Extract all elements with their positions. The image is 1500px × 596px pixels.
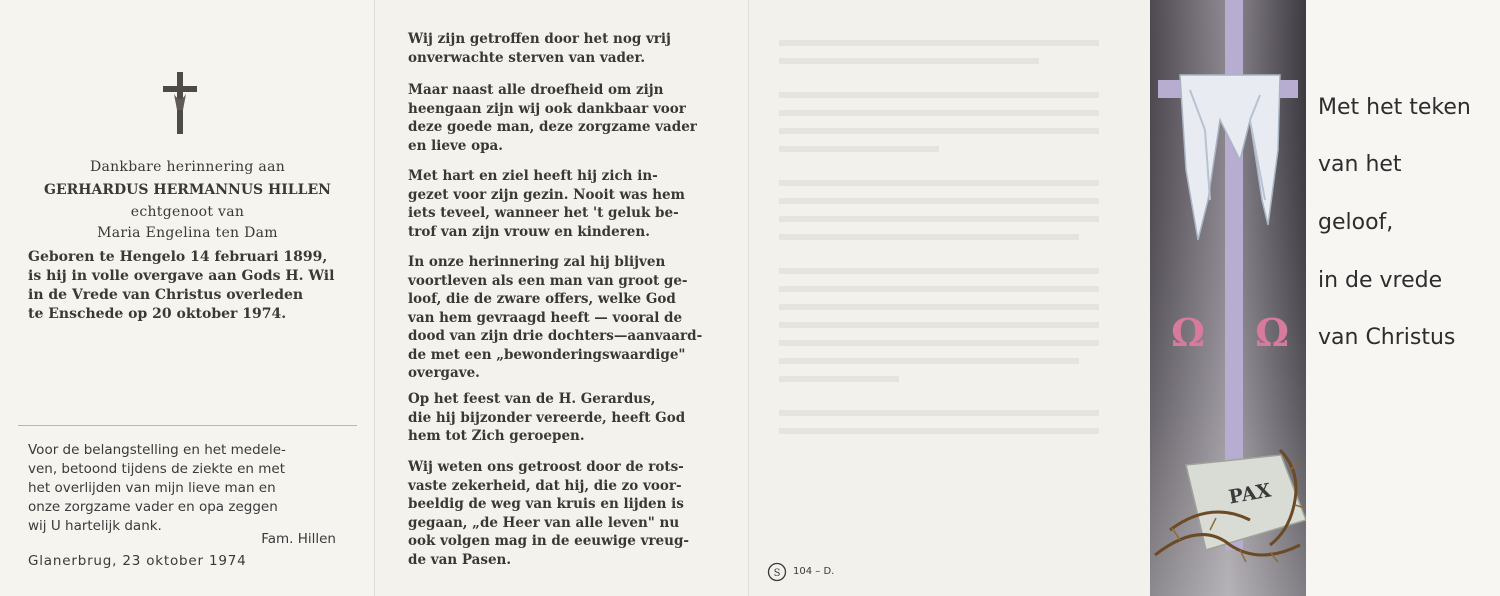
birth-line: Geboren te Hengelo 14 februari 1899,	[28, 249, 328, 265]
birth-line: is hij in volle overgave aan Gods H. Wil	[28, 268, 335, 284]
paragraph-line: loof, die de zware offers, welke God	[408, 291, 676, 307]
paragraph	[408, 458, 718, 569]
verse-line: van Christus	[1318, 325, 1456, 350]
verse-line: geloof,	[1318, 210, 1394, 235]
svg-text:S: S	[773, 568, 781, 579]
thanks-line: wij U hartelijk dank.	[28, 518, 162, 534]
omega-symbol: Ω	[1255, 310, 1289, 355]
paragraph-line: van hem gevraagd heeft — vooral de	[408, 309, 683, 326]
paragraph-line: Met hart en ziel heeft hij zich in-	[408, 168, 658, 184]
omega-symbol: Ω	[1171, 310, 1205, 355]
thanks-text	[28, 441, 338, 536]
paragraph-line: onverwachte sterven van vader.	[408, 49, 646, 66]
paragraph-line: en lieve opa.	[408, 137, 503, 154]
paragraph	[408, 390, 718, 446]
paragraph-line: trof van zijn vrouw en kinderen.	[408, 223, 650, 240]
verse-line: Met het teken	[1318, 95, 1471, 120]
paragraph	[408, 253, 718, 383]
paragraph	[408, 167, 718, 241]
paragraph-line: gegaan, „de Heer van alle leven" nu	[408, 514, 680, 531]
paragraph-line: deze goede man, deze zorgzame vader	[408, 119, 697, 135]
paragraph-line: heengaan zijn wij ook dankbaar voor	[408, 100, 686, 117]
thanks-line: onze zorgzame vader en opa zeggen	[28, 499, 278, 515]
paragraph-line: de van Pasen.	[408, 551, 512, 568]
family-signature: Fam. Hillen	[261, 531, 336, 547]
paragraph-line: vaste zekerheid, dat hij, die zo voor-	[408, 477, 682, 494]
paragraph-line: die hij bijzonder vereerde, heeft God	[408, 409, 686, 426]
paragraph-line: Maar naast alle droefheid om zijn	[408, 82, 664, 98]
show-through-texture	[779, 40, 1129, 450]
paragraph-line: Wij zijn getroffen door het nog vrij	[408, 31, 671, 47]
print-code: 104 – D.	[793, 566, 835, 577]
paragraph-line: overgave.	[408, 365, 480, 381]
dedication-line: Dankbare herinnering aan	[89, 159, 286, 175]
paragraph-line: beeldig de weg van kruis en lijden is	[408, 496, 684, 512]
paragraph-line: dood van zijn drie dochters—aanvaard-	[408, 328, 703, 344]
paragraph	[408, 81, 718, 155]
thanks-line: ven, betoond tijdens de ziekte en met	[28, 461, 286, 477]
back-panel	[749, 0, 1150, 596]
paragraph-line: de met een „bewonderingswaardige"	[408, 346, 686, 363]
cross-icon	[160, 70, 200, 136]
paragraph	[408, 30, 718, 67]
thanks-line: het overlijden van mijn lieve man en	[28, 480, 276, 496]
divider	[18, 425, 357, 426]
thanks-line: Voor de belangstelling en het medele-	[28, 442, 286, 458]
publisher-logo-icon	[767, 562, 787, 582]
paragraph-line: ook volgen mag in de eeuwige vreug-	[408, 533, 690, 549]
place-date: Glanerbrug, 23 oktober 1974	[28, 553, 247, 569]
birth-death-statement	[28, 248, 348, 324]
verse-line: in de vrede	[1318, 268, 1443, 293]
text-panel	[375, 0, 749, 596]
paragraph-line: Wij weten ons getroost door de rots-	[408, 459, 684, 475]
cross-artwork	[1150, 0, 1306, 596]
deceased-name: GERHARDUS HERMANNUS HILLEN	[44, 182, 331, 198]
pax-text: PAX	[1227, 479, 1273, 509]
paragraph-line: In onze herinnering zal hij blijven	[408, 254, 666, 270]
paragraph-line: voortleven als een man van groot ge-	[408, 272, 688, 289]
left-panel	[0, 0, 375, 596]
spouse-name: Maria Engelina ten Dam	[97, 225, 278, 241]
birth-line: in de Vrede van Christus overleden	[28, 287, 304, 303]
verse-line: van het	[1318, 152, 1402, 177]
paragraph-line: hem tot Zich geroepen.	[408, 428, 585, 444]
paragraph-line: Op het feest van de H. Gerardus,	[408, 391, 656, 407]
spouse-prefix: echtgenoot van	[130, 204, 245, 220]
paragraph-line: gezet voor zijn gezin. Nooit was hem	[408, 186, 685, 203]
birth-line: te Enschede op 20 oktober 1974.	[28, 306, 287, 322]
paragraph-line: iets teveel, wanneer het 't geluk be-	[408, 205, 679, 221]
